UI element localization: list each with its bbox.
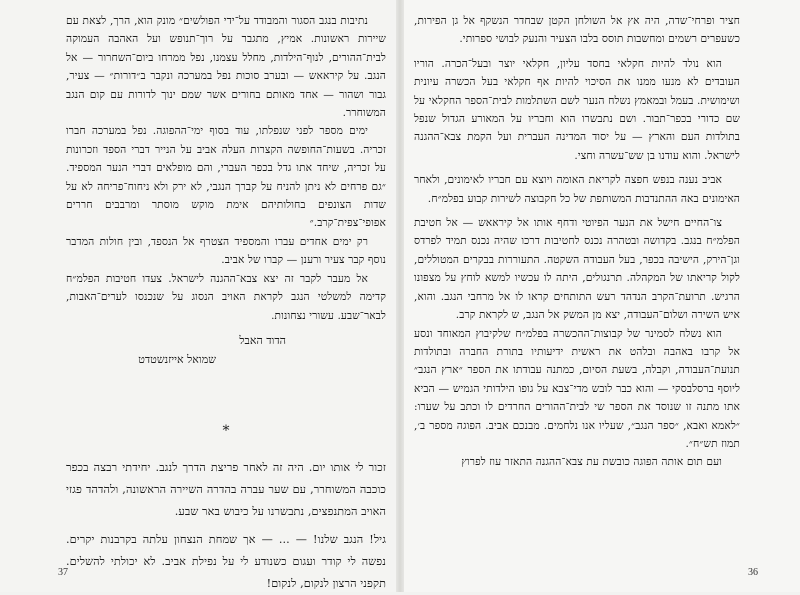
left-paragraph-3: רק ימים אחדים עברו והמספיד הצטרף אל הנספד, ובין חולות המדבר נוסף קבר צעיר ורענן — קברו של אביב. <box>66 235 386 267</box>
section-separator: * <box>222 422 230 439</box>
page-number-right: 36 <box>748 567 758 578</box>
right-paragraph-4: צו־החיים חישל את הנער הפיוטי ודחף אותו אל קיראאש — אל חטיבת הפלמ״ח בנגב. בקדושה ובטהרה נכנס לחטיבות דרכו שהיה נכנס תמיד לפרדס וגן־הירק, הישיבה בכפר, בעל העבודה השקטה. התעוררות בבקרים המטוללים, לקול קריאתו של המקהלה. תרנגולים, היתה לו עכשיו למשא לוחץ על מצפונו הרגיש. תרועת־הקרב הנדהד רעש התותחים קראו לו אל מרחבי הנגב. והוא, איש השירה ושלום־העבודה, יצא מן המשק אל הנגב, ש לקראת קרב. <box>414 217 740 322</box>
right-paragraph-3: אביב נענה בנפש חפצה לקריאת האומה ויוצא עם חבריו לאימונים, ולאחר האימונים באה ההתנדבות המשותפת של כל חקבוצה לשירות קבוע בפלמ״ח. <box>414 174 740 205</box>
right-paragraph-1: חציר ופרחי־שדה, היה אץ אל השולחן הקטן שבחדר הנשקף אל גן הפירות, כשעפרים רשמים ומחשבות תוסס בלבו הצעיר והנעק לבושי ספרותי. <box>414 15 740 46</box>
right-paragraph-6: ועם תום אותה הפוגה כובשת עת צבא־ההגנה התאזר עוז לפרוץ <box>461 456 722 469</box>
right-column <box>414 12 740 472</box>
signature-line-1: הדוד האבל <box>239 333 286 347</box>
section2-paragraph-1: זכור לי אותו יום. היה זה לאחר פריצת הדרך לנגב. יחידתי רבצה בכפר כוכבה המשוחרר, עם שער עברה בהדרה השיירה הראשונה, ולהדהד פגזי האויב המתנפצים, נתבשרנו על כיבוש באר שבע. <box>66 460 386 518</box>
signature-line-2: שמואל אייזנשטדט <box>138 352 216 366</box>
left-paragraph-2: ימים מספר לפני שנפלתו, עוד בסוף ימי־ההפוגה. נפל במערכה חברו זכריה. בשעות־החופשה הקצרות העלה אביב על הנייר דברי הספד וזכרונות על זכריה, שיחד אתו גדל בכפר העברי, והם מופלאים דברי הנער המספיד. ״גם פרחים לא ניתן להניח על קברך הנגבי, לא ירק ולא ניחוח־פריחה לא על שדות הצונפים בחולותיהם אימת מוקש מוסתר ומרבבים חררים אפופי־צפית־קרב.״ <box>66 125 386 230</box>
right-paragraph-2: הוא נולד להיות חקלאי בחסד עליון, חקלאי יוצר ובעל־הכרה. הוריו העובדים לא מנעו ממנו את הסיכוי להיות אף חקלאי בעל הכשרה עיונית ושימושית. בעמל ובמאמץ נשלח הנער לשם השתלמות לבית־הספר החקלאי על שם כדורי בכפר־תבור. ושם נתבשרו הוא וחבריו על המאורע הגדול שנפל בתולדות העם והארץ — על יסוד המדינה העברית ועל הקמת צבא־ההגנה לישראל. והוא עודנו בן שש־עשרה וחצי. <box>414 57 740 162</box>
left-paragraph-4: אל מעבר לקבר זה יצא צבא־ההגנה לישראל. צעדו חטיבות הפלמ״ח קדימה למשלטי הנגב לקראת האויב הנסוג על שנכנסו לערים־האבות, לבאר־שבע. עשורי נצחונות. <box>66 272 386 322</box>
right-paragraph-5: הוא נשלח לסמינר של קבוצות־ההכשרה בפלמ״ח שלקיבוץ המאוחד ונסע אל קרבו באהבה ובלהט את ראשית ידיעותיו בתורת החברה ובתולדות תנועת־העבודה, וקבלה, בשעת הסיום, כמתנה עבודתו את הספר ״ארץ הנגב״ ליוסף ברסלבסקי — והוא כבר לובש מדי־צבא על גופו הילדותי הגמיש — הביא אתו מתנה זו שנוסד את הספר שי לבית־ההורים החרדים לו וכתב על שערו: ״לאמא ואבא, ״ספר הנגב״, שעליו אנו נלחמים. מבנכם אביב. הפוגה מספר ב׳, תמוז תש״ח״. <box>414 327 740 450</box>
left-paragraph-1: נתיבות בנגב הסגור והמבודד על־ידי הפולשים״ מונק הוא, הרך, לצאת עם שיירות ראשונות. אמיץ, מתגבר על רוך־תנופש ועל האהבה העמוקה לבית־ההורים, לנוף־הילדות, מחלל עצמנו, נפל ממרחו ביום־השחרור — אל הנגב. על קיראאש — ובערב סוכות נפל במערכה ונקבר ב״דורות״ — צעיר, גבור ושהור — אחד מאותם בחורים אשר שמם ינוך לדורות עם קום הנגב המשוחרר. <box>66 15 386 120</box>
page-number-left: 37 <box>58 567 68 578</box>
signature-block <box>66 331 386 369</box>
left-column <box>66 12 386 325</box>
left-page <box>0 0 400 592</box>
book-gutter <box>396 0 404 592</box>
left-section-2 <box>66 457 386 595</box>
right-page <box>400 0 800 592</box>
section2-paragraph-2: גיל! הנגב שלנו! — ... — אך שמחת הנצחון עלתה בקרבנות יקרים. נפשה לי קודר ועגום כשנודע לי על נפילת אביב. לא יכולתי להשלים. תקפני הרצון לנקום, לנקום! <box>66 532 386 590</box>
